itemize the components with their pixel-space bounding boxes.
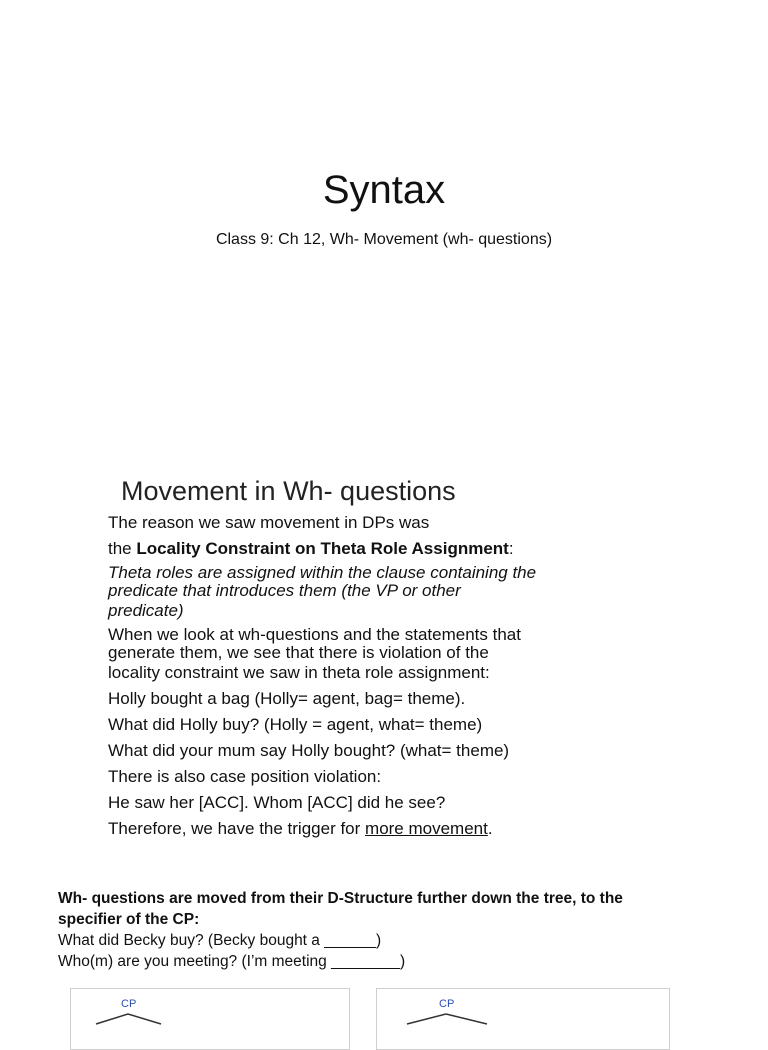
body-text: the — [108, 539, 137, 558]
tree-branch — [407, 1014, 446, 1024]
slide-subtitle: Class 9: Ch 12, Wh- Movement (wh- questions) — [215, 231, 553, 248]
section-heading: Movement in Wh- questions — [121, 476, 456, 506]
body-text: : — [508, 539, 514, 558]
body-line: locality constraint we saw in theta role assignment: — [108, 663, 490, 682]
conclusion-line — [108, 818, 628, 844]
body-line: When we look at wh-questions and the statements that — [108, 625, 521, 644]
locality-constraint-term: Locality Constraint on Theta Role Assignment — [136, 539, 509, 558]
body-line: There is also case position violation: — [108, 767, 382, 786]
slide-body — [108, 512, 628, 844]
body-text: Therefore, we have the trigger for — [108, 819, 366, 838]
notes-block — [58, 889, 698, 973]
example-line: He saw her [ACC]. Whom [ACC] did he see? — [108, 793, 446, 812]
tree-branches — [377, 989, 669, 1049]
tree-branch — [128, 1014, 161, 1024]
more-movement-term: more movement — [365, 819, 488, 838]
example-line: Holly bought a bag (Holly= agent, bag= theme). — [108, 689, 466, 708]
definition-line: Theta roles are assigned within the clause containing the — [108, 563, 537, 582]
body-text: . — [487, 819, 493, 838]
note-example: What did Becky buy? (Becky bought a ______) — [58, 932, 382, 949]
tree-branch — [96, 1014, 128, 1024]
note-example: Who(m) are you meeting? (I’m meeting ________) — [58, 953, 406, 970]
body-line: The reason we saw movement in DPs was — [108, 513, 430, 532]
definition-line: predicate) — [108, 601, 184, 620]
tree-diagram-right — [376, 988, 670, 1050]
cp-node-label: CP — [121, 998, 137, 1010]
note-heading: Wh- questions are moved from their D-Structure further down the tree, to the — [58, 890, 623, 907]
cp-node-label: CP — [439, 998, 455, 1010]
tree-branches — [71, 989, 349, 1049]
example-line: What did your mum say Holly bought? (what= theme) — [108, 741, 510, 760]
body-line — [108, 538, 628, 564]
slide-title: Syntax — [322, 168, 446, 212]
example-line: What did Holly buy? (Holly = agent, what= theme) — [108, 715, 483, 734]
definition-line: predicate that introduces them (the VP or other — [108, 581, 461, 600]
note-heading: specifier of the CP: — [58, 911, 200, 928]
body-line: generate them, we see that there is violation of the — [108, 643, 489, 662]
tree-diagram-left — [70, 988, 350, 1050]
tree-branch — [446, 1014, 487, 1024]
